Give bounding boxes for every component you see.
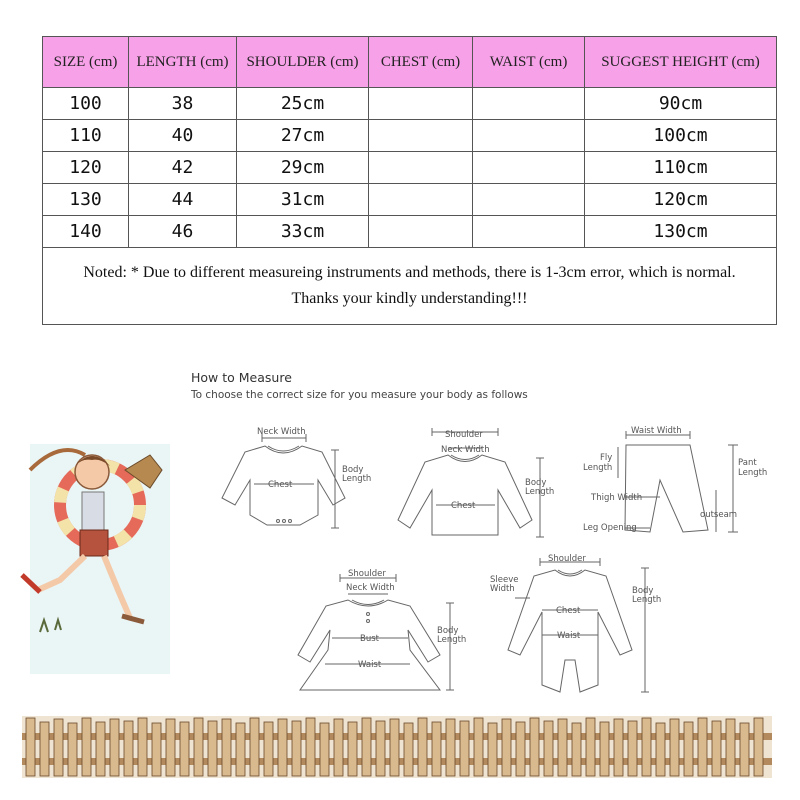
dress-length-label-2: Length	[437, 635, 467, 645]
cell-height: 120cm	[585, 184, 777, 216]
pants-leg-opening-label: Leg Opening	[583, 523, 637, 533]
note-line-2: Thanks your kindly understanding!!!	[291, 290, 528, 307]
cell-shoulder: 31cm	[237, 184, 369, 216]
pants-fly-label-2: Length	[583, 463, 613, 473]
shirt-shoulder-label: Shoulder	[445, 430, 483, 440]
cell-height: 90cm	[585, 88, 777, 120]
dress-neck-label: Neck Width	[346, 583, 395, 593]
bodysuit-neck-label: Neck Width	[257, 427, 306, 437]
romper-chest-label: Chest	[556, 606, 581, 616]
bodysuit-length-label-1: Body	[342, 465, 364, 475]
how-to-measure-title: How to Measure	[191, 370, 292, 385]
header-size: SIZE (cm)	[43, 37, 129, 88]
dress-bust-label: Bust	[360, 634, 379, 644]
child-illustration	[22, 444, 170, 674]
dress-length-label-1: Body	[437, 626, 459, 636]
cell-length: 44	[129, 184, 237, 216]
romper-length-label-2: Length	[632, 595, 662, 605]
dress-shoulder-label: Shoulder	[348, 569, 386, 579]
shirt-length-label-2: Length	[525, 487, 555, 497]
cell-size: 110	[43, 120, 129, 152]
cell-shoulder: 25cm	[237, 88, 369, 120]
cell-height: 130cm	[585, 216, 777, 248]
header-length: LENGTH (cm)	[129, 37, 237, 88]
cell-height: 110cm	[585, 152, 777, 184]
header-suggest-height: SUGGEST HEIGHT (cm)	[585, 37, 777, 88]
bodysuit-chest-label: Chest	[268, 480, 293, 490]
romper-shoulder-label: Shoulder	[548, 554, 586, 564]
shirt-neck-label: Neck Width	[441, 445, 490, 455]
header-chest: CHEST (cm)	[369, 37, 473, 88]
romper-length-label-1: Body	[632, 586, 654, 596]
cell-length: 46	[129, 216, 237, 248]
note-line-1: Noted: * Due to different measureing instruments and methods, there is 1-3cm error, which is normal.	[83, 264, 736, 281]
cell-shoulder: 27cm	[237, 120, 369, 152]
header-shoulder: SHOULDER (cm)	[237, 37, 369, 88]
bodysuit-length-label-2: Length	[342, 474, 372, 484]
romper-diagram	[508, 558, 649, 692]
pants-length-label-1: Pant	[738, 458, 757, 468]
romper-waist-label: Waist	[557, 631, 581, 641]
cell-height: 100cm	[585, 120, 777, 152]
shirt-length-label-1: Body	[525, 478, 547, 488]
cell-length: 42	[129, 152, 237, 184]
romper-sleeve-label-1: Sleeve	[490, 575, 519, 585]
cell-length: 38	[129, 88, 237, 120]
cell-length: 40	[129, 120, 237, 152]
shirt-chest-label: Chest	[451, 501, 476, 511]
dress-waist-label: Waist	[358, 660, 382, 670]
fence-decoration	[22, 716, 772, 778]
pants-fly-label-1: Fly	[600, 453, 613, 463]
cell-shoulder: 29cm	[237, 152, 369, 184]
pants-thigh-label: Thigh Width	[591, 493, 643, 503]
pants-outseam-label: outseam	[700, 510, 738, 520]
cell-size: 120	[43, 152, 129, 184]
how-to-measure-subtitle: To choose the correct size for you measure your body as follows	[191, 389, 528, 401]
cell-size: 140	[43, 216, 129, 248]
header-waist: WAIST (cm)	[473, 37, 585, 88]
cell-shoulder: 33cm	[237, 216, 369, 248]
cell-size: 130	[43, 184, 129, 216]
cell-size: 100	[43, 88, 129, 120]
pants-waist-label: Waist Width	[631, 426, 682, 436]
pants-length-label-2: Length	[738, 468, 768, 478]
romper-sleeve-label-2: Width	[490, 584, 515, 594]
